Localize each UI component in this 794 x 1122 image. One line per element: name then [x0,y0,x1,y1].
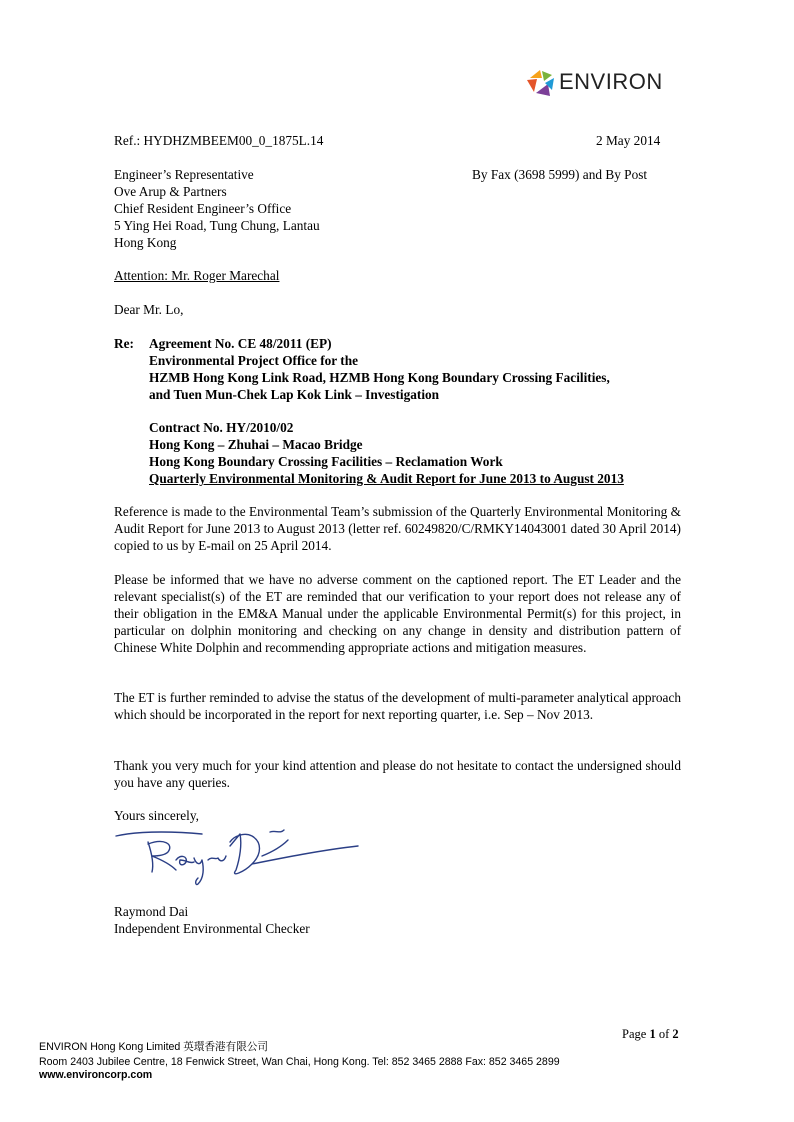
address-line: 5 Ying Hei Road, Tung Chung, Lantau [114,218,320,233]
subject-line: Hong Kong Boundary Crossing Facilities – Reclamation Work [149,454,503,469]
body-paragraph-reminder: The ET is further reminded to advise the status of the development of multi-parameter analytical approach which should be incorporated in the report for next reporting quarter, i.e. Sep – Nov 2013. [114,690,681,722]
environ-logo [524,66,674,100]
address-line: Hong Kong [114,235,177,250]
subject-line: HZMB Hong Kong Link Road, HZMB Hong Kong Boundary Crossing Facilities, [149,370,610,385]
footer-website: www.environcorp.com [39,1069,153,1081]
body-paragraph-comment: Please be informed that we have no adverse comment on the captioned report. The ET Leader and the relevant specialist(s) of the ET are reminded that our verification to your report does not release any of their obligation in the EM&A Manual under the applicable Environmental Permit(s) for this project, in particular on dolphin monitoring and checking on any change in density and distribution pattern of Chinese White Dolphin and recommending appropriate actions and mitigation measures. [114,572,681,655]
subject-line: Agreement No. CE 48/2011 (EP) [149,336,332,351]
page-number [622,1026,679,1043]
letter-date: 2 May 2014 [596,133,661,148]
footer-address: Room 2403 Jubilee Centre, 18 Fenwick Street, Wan Chai, Hong Kong. Tel: 852 3465 2888 Fax: 852 3465 2899 [39,1056,560,1068]
page-of-label: of [658,1027,670,1041]
salutation: Dear Mr. Lo, [114,302,184,317]
handwritten-signature [112,826,362,890]
subject-line: Contract No. HY/2010/02 [149,420,294,435]
environ-logo-text: ENVIRON [559,69,663,94]
delivery-method: By Fax (3698 5999) and By Post [472,167,648,182]
recipient-address [114,166,320,251]
report-title: Quarterly Environmental Monitoring & Audit Report for June 2013 to August 2013 [149,471,624,486]
subject-block-contract [149,419,624,487]
subject-block-agreement [149,335,610,403]
re-label: Re: [114,336,134,351]
body-paragraph-thanks: Thank you very much for your kind attention and please do not hesitate to contact the undersigned should you have any queries. [114,758,681,790]
address-line: Engineer’s Representative [114,167,254,182]
subject-line: Environmental Project Office for the [149,353,359,368]
address-line: Ove Arup & Partners [114,184,227,199]
reference-number: Ref.: HYDHZMBEEM00_0_1875L.14 [114,133,324,148]
footer-company: ENVIRON Hong Kong Limited 英環香港有限公司 [39,1041,269,1053]
page-current: 1 [649,1027,656,1041]
address-line: Chief Resident Engineer’s Office [114,201,292,216]
subject-line: and Tuen Mun-Chek Lap Kok Link – Investigation [149,387,440,402]
environ-logo-mark-icon [524,66,558,100]
subject-line: Hong Kong – Zhuhai – Macao Bridge [149,437,363,452]
closing: Yours sincerely, [114,808,199,823]
body-paragraph-reference: Reference is made to the Environmental Team’s submission of the Quarterly Environmental Monitoring & Audit Report for June 2013 to August 2013 (letter ref. 60249820/C/RMKY14043001 dated 30 April 2014) copied to us by E-mail on 25 April 2014. [114,504,681,553]
page-total: 2 [672,1027,679,1041]
page-label: Page [622,1027,647,1041]
signer-title: Independent Environmental Checker [114,921,310,936]
signer-name: Raymond Dai [114,904,189,919]
attention-line: Attention: Mr. Roger Marechal [114,268,280,283]
